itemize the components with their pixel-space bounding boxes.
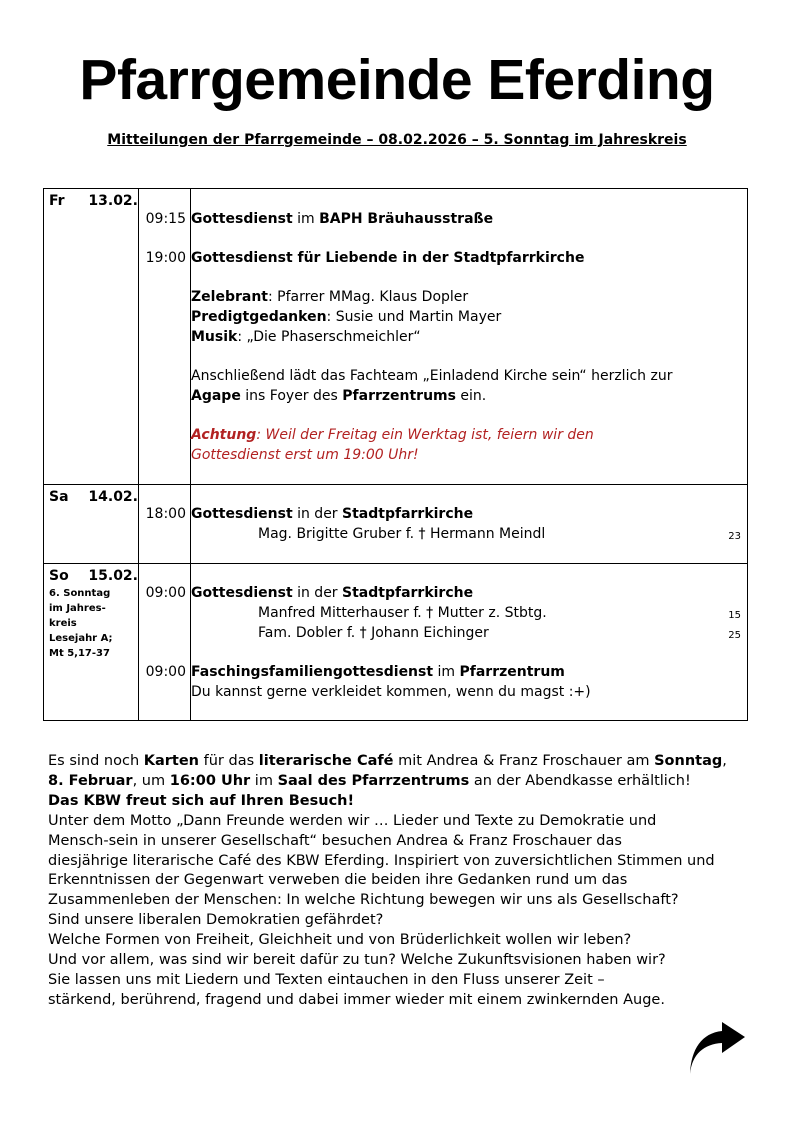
mass-intention: Mag. Brigitte Gruber f. † Hermann Meindl 23 [191,524,747,544]
announcement-line: Und vor allem, was sind wir bereit dafür zu tun? Welche Zukunftsvisionen haben wir? [48,952,666,969]
celebrant-line: Zelebrant: Pfarrer MMag. Klaus Dopler [191,289,469,305]
agape-note: Anschließend lädt das Fachteam „Einladend Kirche sein“ herzlich zur [191,368,673,384]
schedule-row-sunday [44,564,748,721]
event-title: Gottesdienst in der Stadtpfarrkirche [191,585,474,601]
day-cell-sunday [44,564,139,721]
intention-number: 15 [728,610,741,621]
event-time: 19:00 [145,250,186,266]
event-time: 09:00 [145,664,186,680]
day-cell-saturday [44,485,139,564]
event-title: Gottesdienst im BAPH Bräuhausstraße [191,211,494,227]
announcement-line: Das KBW freut sich auf Ihren Besuch! [48,792,355,809]
event-title: Gottesdienst in der Stadtpfarrkirche [191,506,474,522]
announcement-line: diesjährige literarische Café des KBW Eferding. Inspiriert von zuversichtlichen Stimmen und [48,852,715,869]
time-cell-friday [139,189,191,485]
announcement-line: Zusammenleben der Menschen: In welche Richtung bewegen wir uns als Gesellschaft? [48,892,679,909]
mass-intention: Manfred Mitterhauser f. † Mutter z. Stbtg. 15 [191,603,747,623]
schedule-table [43,188,748,721]
time-cell-saturday [139,485,191,564]
intention-number: 25 [728,630,741,641]
announcement-line: Sie lassen uns mit Liedern und Texten eintauchen in den Fluss unserer Zeit – [48,971,605,988]
page-subtitle: Mitteilungen der Pfarrgemeinde – 08.02.2026 – 5. Sonntag im Jahreskreis [107,132,687,148]
event-time: 09:15 [145,211,186,227]
day-name: Sa [49,489,69,505]
schedule-row-friday [44,189,748,485]
event-time: 18:00 [145,506,186,522]
announcement [48,752,748,1011]
day-name: So [49,568,69,584]
day-date: 13.02. [88,193,138,209]
sermon-line: Predigtgedanken: Susie und Martin Mayer [191,309,502,325]
announcement-line: Es sind noch Karten für das literarische Café mit Andrea & Franz Froschauer am Sonntag, [48,753,727,769]
share-arrow-icon[interactable] [688,1022,746,1074]
music-line: Musik: „Die Phaserschmeichler“ [191,329,421,345]
announcement-line: Mensch-sein in unserer Gesellschaft“ besuchen Andrea & Franz Froschauer das [48,832,622,849]
agape-note: Agape ins Foyer des Pfarrzentrums ein. [191,388,487,404]
day-cell-friday [44,189,139,485]
announcement-line: stärkend, berührend, fragend und dabei immer wieder mit einem zwinkernden Auge. [48,991,665,1008]
liturgy-info: 6. Sonntag im Jahres- kreis Lesejahr A; Mt 5,17-37 [49,588,113,659]
announcement-line: Erkenntnissen der Gegenwart verweben die beiden ihre Gedanken rund um das [48,872,628,889]
event-note: Du kannst gerne verkleidet kommen, wenn du magst :+) [191,684,591,700]
events-cell-friday [191,189,748,485]
day-name: Fr [49,193,65,209]
intention-number: 23 [728,531,741,542]
announcement-line: Sind unsere liberalen Demokratien gefährdet? [48,912,384,929]
event-time: 09:00 [145,585,186,601]
events-cell-sunday [191,564,748,721]
announcement-line: 8. Februar, um 16:00 Uhr im Saal des Pfarrzentrums an der Abendkasse erhältlich! [48,772,691,789]
announcement-line: Unter dem Motto „Dann Freunde werden wir … Lieder und Texte zu Demokratie und [48,812,657,829]
day-date: 14.02. [88,489,138,505]
event-title: Faschingsfamiliengottesdienst im Pfarrzentrum [191,664,565,680]
time-cell-sunday [139,564,191,721]
schedule-row-saturday [44,485,748,564]
events-cell-saturday [191,485,748,564]
warning-note: Achtung: Weil der Freitag ein Werktag ist, feiern wir den [191,427,594,443]
mass-intention: Fam. Dobler f. † Johann Eichinger 25 [191,623,747,643]
warning-note: Gottesdienst erst um 19:00 Uhr! [191,447,419,463]
day-date: 15.02. [88,568,138,584]
announcement-line: Welche Formen von Freiheit, Gleichheit und von Brüderlichkeit wollen wir leben? [48,932,632,949]
event-title: Gottesdienst für Liebende in der Stadtpfarrkirche [191,250,585,266]
page-title: Pfarrgemeinde Eferding [79,48,715,112]
